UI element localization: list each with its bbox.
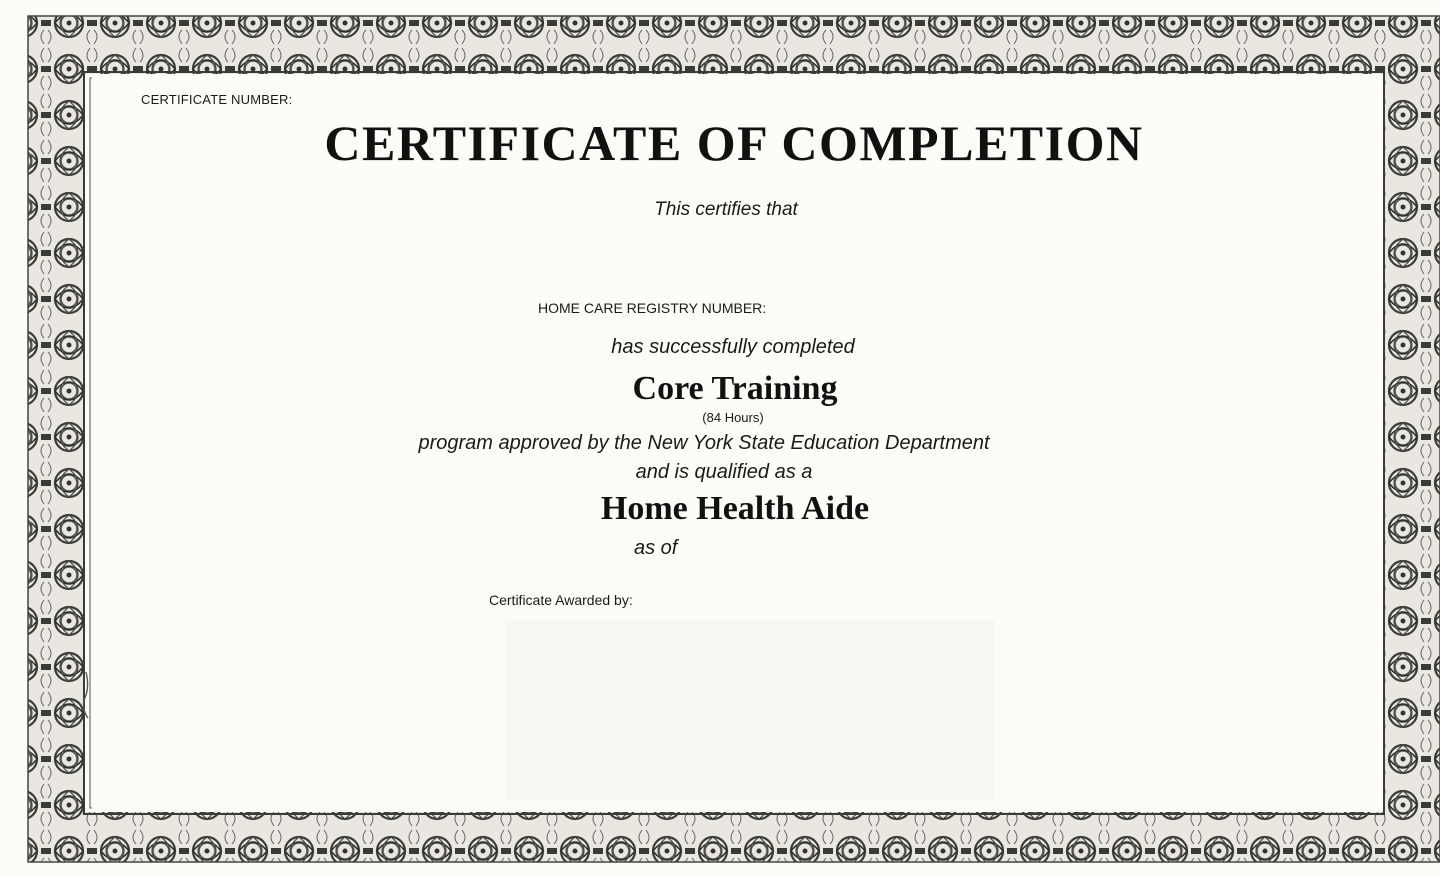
as-of-label: as of	[634, 537, 678, 559]
registry-number-label: HOME CARE REGISTRY NUMBER:	[538, 300, 767, 316]
approval-line: program approved by the New York State Education Department	[418, 432, 990, 454]
qualification-title: Home Health Aide	[600, 490, 870, 527]
program-name: Core Training	[632, 370, 838, 407]
certificate-title: CERTIFICATE OF COMPLETION	[324, 115, 1144, 171]
signature-stroke-icon	[80, 670, 94, 720]
certificate-number-label: CERTIFICATE NUMBER:	[141, 92, 293, 107]
awarded-by-label: Certificate Awarded by:	[489, 592, 633, 608]
faded-seal-area	[505, 620, 995, 800]
completed-line: has successfully completed	[611, 336, 855, 358]
certifies-line: This certifies that	[654, 199, 798, 220]
qualified-line: and is qualified as a	[635, 461, 813, 483]
program-hours: (84 Hours)	[702, 410, 764, 425]
